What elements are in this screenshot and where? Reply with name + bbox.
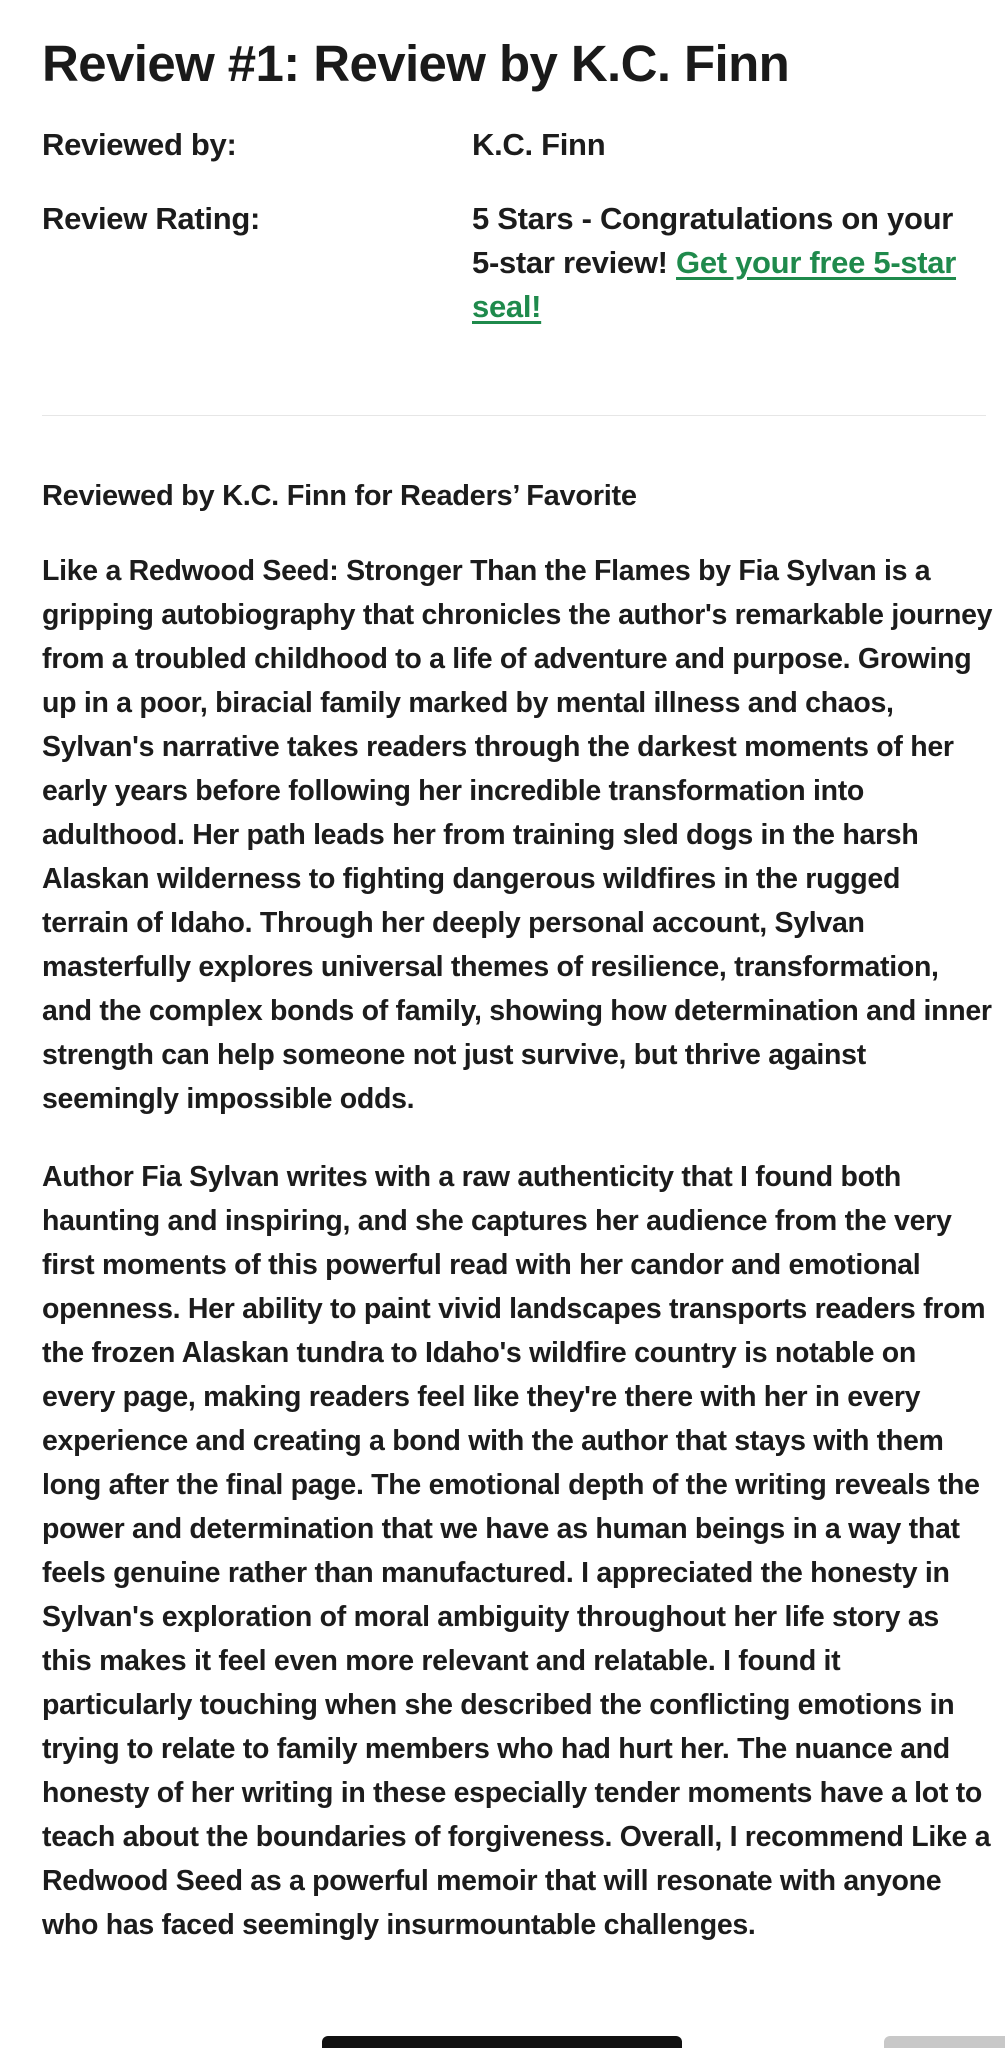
review-title: Review #1: Review by K.C. Finn bbox=[42, 35, 790, 92]
review-paragraph-1: Like a Redwood Seed: Stronger Than the Flames by Fia Sylvan is a gripping autobiography that chronicles the author's remarkable journey from a troubled childhood to a life of adventure and purpose. Growing up in a poor, biracial family marked by mental illness and chaos, Sylvan's narrative takes readers through the darkest moments of her early years before following her incredible transformation into adulthood. Her path leads her from training sled dogs in the harsh Alaskan wilderness to fighting dangerous wildfires in the rugged terrain of Idaho. Through her deeply personal account, Sylvan masterfully explores universal themes of resilience, transformation, and the complex bonds of family, showing how determination and inner strength can help someone not just survive, but thrive against seemingly impossible odds. bbox=[42, 555, 993, 1115]
scrollbar-thumb[interactable] bbox=[884, 2036, 1005, 2048]
reviewed-by-label: Reviewed by: bbox=[42, 127, 237, 162]
rating-text: 5 Stars - Congratulations on your 5-star review! bbox=[472, 201, 953, 280]
review-rating-label: Review Rating: bbox=[42, 201, 261, 236]
home-indicator[interactable] bbox=[322, 2036, 682, 2048]
review-rating-value bbox=[472, 197, 972, 329]
review-paragraph-2: Author Fia Sylvan writes with a raw authenticity that I found both haunting and inspiring, and she captures her audience from the very first moments of this powerful read with her candor and emotional openness. Her ability to paint vivid landscapes transports readers from the frozen Alaskan tundra to Idaho's wildfire country is notable on every page, making readers feel like they're there with her in every experience and creating a bond with the author that stays with them long after the final page. The emotional depth of the writing reveals the power and determination that we have as human beings in a way that feels genuine rather than manufactured. I appreciated the honesty in Sylvan's exploration of moral ambiguity throughout her life story as this makes it feel even more relevant and relatable. I found it particularly touching when she described the conflicting emotions in trying to relate to family members who had hurt her. The nuance and honesty of her writing in these especially tender moments have a lot to teach about the boundaries of forgiveness. Overall, I recommend Like a Redwood Seed as a powerful memoir that will resonate with anyone who has faced seemingly insurmountable challenges. bbox=[42, 1161, 991, 1941]
section-divider bbox=[42, 415, 986, 416]
review-byline: Reviewed by K.C. Finn for Readers’ Favorite bbox=[42, 480, 637, 512]
free-seal-link[interactable]: Get your free 5-star seal! bbox=[472, 245, 957, 324]
reviewed-by-value: K.C. Finn bbox=[472, 127, 606, 162]
